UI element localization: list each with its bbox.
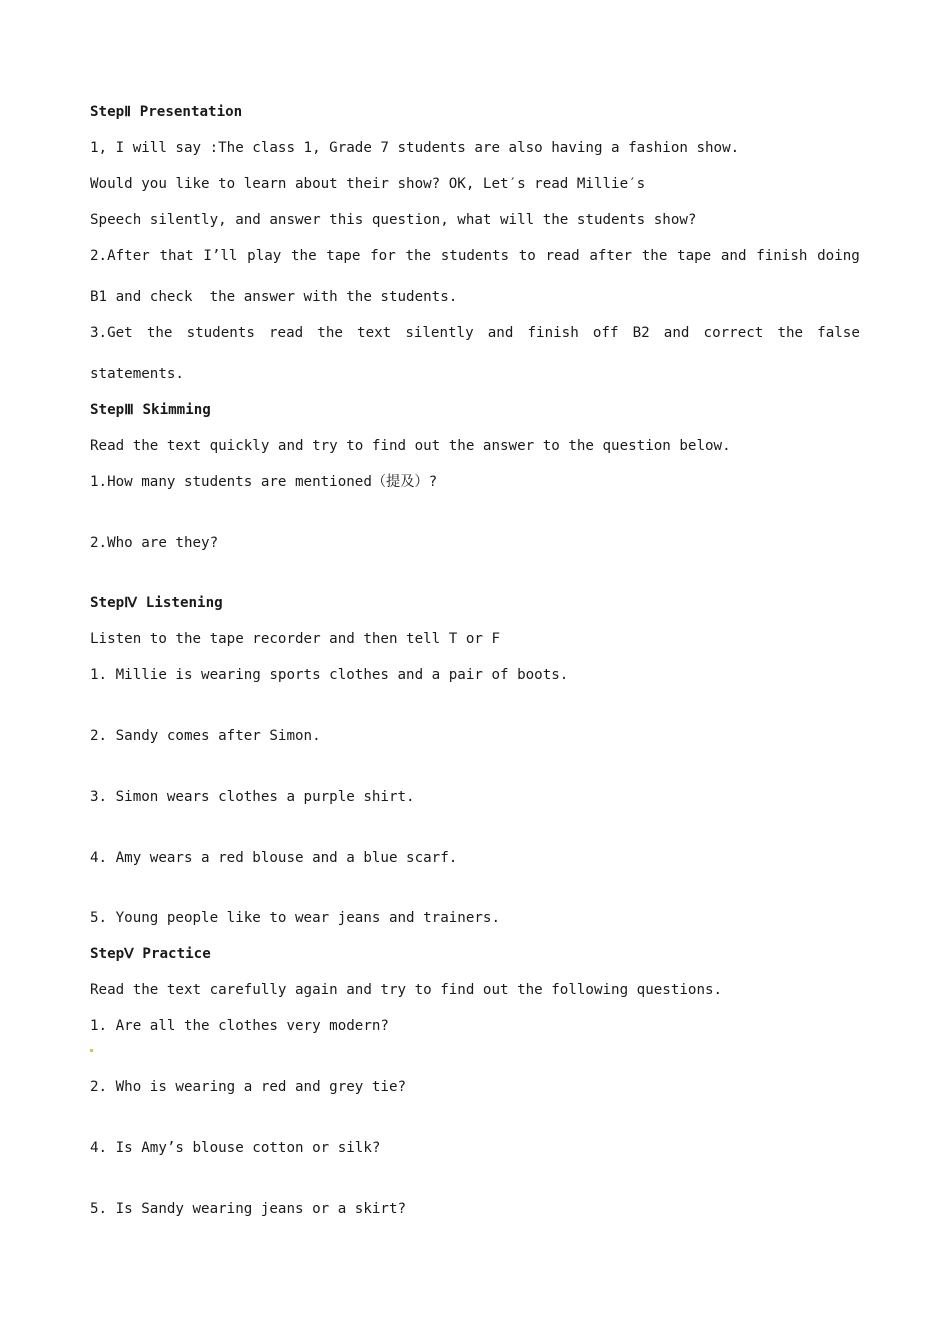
word: for (370, 248, 396, 264)
word: play (247, 248, 282, 264)
step2-line-1: 1, I will say :The class 1, Grade 7 students are also having a fashion show. (90, 140, 740, 156)
step5-heading: StepⅤ Practice (90, 946, 211, 962)
step5-item-3: 4. Is Amy’s blouse cotton or silk? (90, 1140, 381, 1156)
word: and (487, 325, 514, 341)
step3-question-1: 1.How many students are mentioned（提及）? (90, 474, 438, 490)
word: to (518, 248, 536, 264)
step4-heading: StepⅣ Listening (90, 595, 223, 611)
step5-item-2: 2. Who is wearing a red and grey tie? (90, 1079, 407, 1095)
word: tape (677, 248, 712, 264)
step2-heading: StepⅡ Presentation (90, 104, 243, 120)
word: after (589, 248, 633, 264)
stray-mark (90, 1049, 93, 1052)
word: correct (703, 325, 764, 341)
step4-item-5: 5. Young people like to wear jeans and trainers. (90, 910, 500, 926)
step2-line-5: B1 and check the answer with the students. (90, 289, 458, 305)
step4-item-2: 2. Sandy comes after Simon. (90, 728, 321, 744)
step3-intro: Read the text quickly and try to find out the answer to the question below. (90, 438, 731, 454)
word: finish (527, 325, 579, 341)
word: read (545, 248, 580, 264)
word: read (269, 325, 304, 341)
word: text (357, 325, 392, 341)
word: the (777, 325, 804, 341)
step3-heading: StepⅢ Skimming (90, 402, 211, 418)
word: students (440, 248, 510, 264)
word: 2.After (90, 248, 150, 264)
word: finish (756, 248, 808, 264)
word: the (405, 248, 432, 264)
step5-item-1: 1. Are all the clothes very modern? (90, 1018, 389, 1034)
word: doing (817, 248, 860, 264)
step4-item-4: 4. Amy wears a red blouse and a blue scarf. (90, 850, 458, 866)
word: false (817, 325, 860, 341)
step2-line-7: statements. (90, 366, 184, 382)
step2-line-6 (90, 323, 860, 343)
step4-intro: Listen to the tape recorder and then tell T or F (90, 631, 500, 647)
step2-line-4 (90, 246, 860, 266)
step5-item-4: 5. Is Sandy wearing jeans or a skirt? (90, 1201, 407, 1217)
step2-line-2: Would you like to learn about their show? OK, Let′s read Millie′s (90, 176, 646, 192)
step3-question-2: 2.Who are they? (90, 535, 219, 551)
step2-line-3: Speech silently, and answer this question, what will the students show? (90, 212, 697, 228)
word: I’ll (203, 248, 238, 264)
word: the (641, 248, 668, 264)
step5-intro: Read the text carefully again and try to find out the following questions. (90, 982, 723, 998)
word: that (159, 248, 194, 264)
word: and (720, 248, 747, 264)
word: the (291, 248, 317, 264)
word: the (146, 325, 173, 341)
word: silently (405, 325, 474, 341)
word: off (592, 325, 619, 341)
word: and (663, 325, 690, 341)
step4-item-1: 1. Millie is wearing sports clothes and a pair of boots. (90, 667, 569, 683)
word: B2 (632, 325, 650, 341)
step4-item-3: 3. Simon wears clothes a purple shirt. (90, 789, 415, 805)
word: 3.Get (90, 325, 133, 341)
word: students (186, 325, 255, 341)
word: the (317, 325, 343, 341)
word: tape (326, 248, 361, 264)
